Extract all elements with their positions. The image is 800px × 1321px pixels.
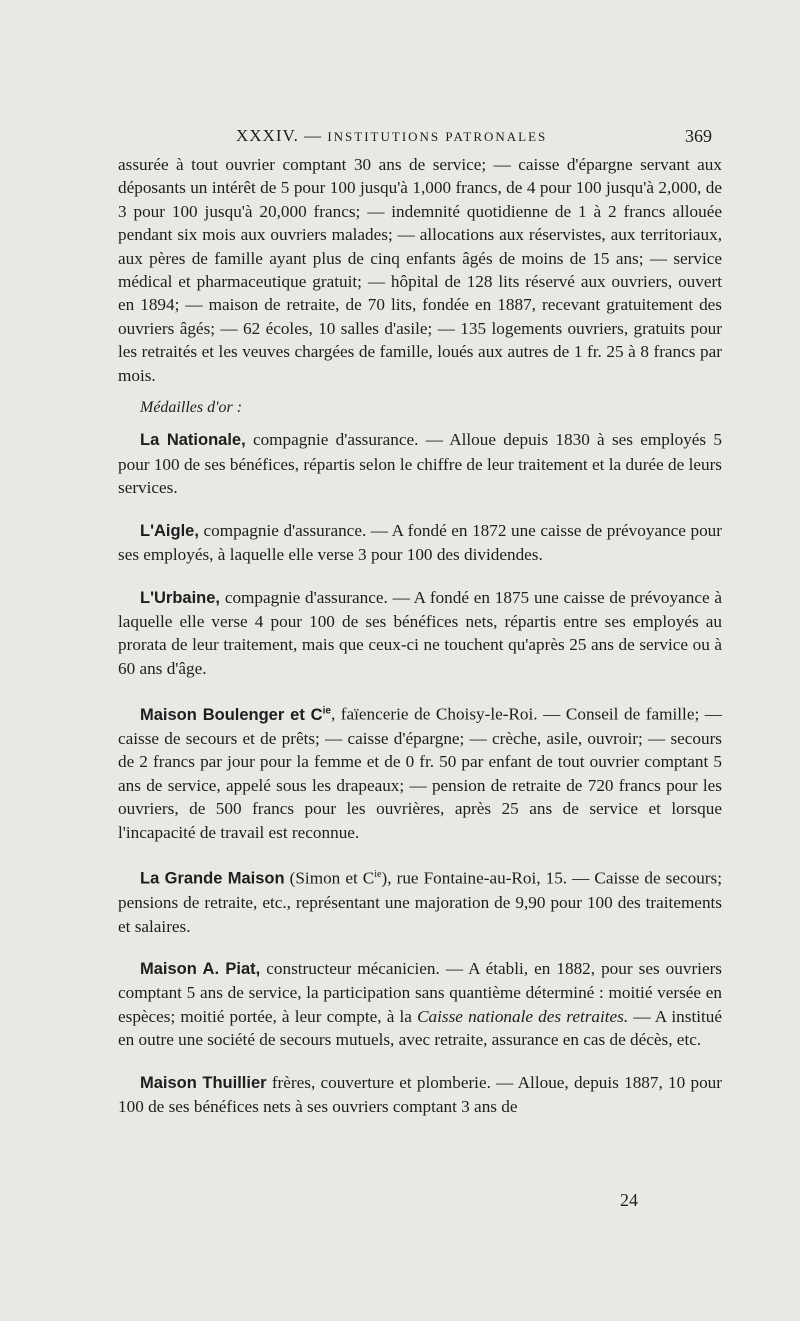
entry-text-sup: ie: [374, 869, 382, 881]
entry-text: ), rue Fontaine-au-Roi, 15. — Caisse de secours; pensions de retraite, etc., représentant une majoration de 9,90 pour 100 des traitements et salaires.: [118, 868, 722, 936]
entry-text-b: — A institué en outre une société de secours mutuels, avec retraite, assurance en cas de décès, etc.: [118, 1006, 722, 1050]
page-number: 369: [685, 126, 712, 146]
entry-maison-thuillier: [118, 1071, 722, 1119]
section-heading: Médailles d'or :: [140, 399, 243, 417]
entry-text: compagnie d'assurance. — A fondé en 1872 une caisse de prévoyance pour ses employés, à laquelle elle verse 3 pour 100 des dividendes.: [118, 520, 722, 565]
intro-paragraph: assurée à tout ouvrier comptant 30 ans de service; — caisse d'épargne servant aux déposants un intérêt de 5 pour 100 jusqu'à 1,000 francs, de 4 pour 100 jusqu'à 2,000, de 3 pour 100 jusqu'à 20,000 francs; — indemnité quotidienne de 1 à 2 francs allouée pendant six mois aux ouvriers malades; — allocations aux réservistes, aux territoriaux, aux pères de famille ayant plus de cinq enfants âgés de moins de 15 ans; — service médical et pharmaceutique gratuit; — hôpital de 128 lits réservé aux ouvriers, ouvert en 1894; — maison de retraite, de 70 lits, fondée en 1887, recevant gratuitement des ouvriers âgés; — 62 écoles, 10 salles d'asile; — 135 logements ouvriers, gratuits pour les retraités et les veuves chargées de famille, loués aux autres de 1 fr. 25 à 8 francs par mois.: [118, 155, 722, 385]
entry-name: Maison Thuillier: [140, 1073, 267, 1092]
page-body: [118, 153, 722, 1118]
entry-lurbaine: [118, 586, 722, 681]
entry-la-nationale: [118, 428, 722, 499]
entry-text: , faïencerie de Choisy-le-Roi. — Conseil de famille; — caisse de secours et de prêts; — caisse d'épargne; — crèche, asile, ouvroir; — secours de 2 francs par jour pour la femme et de 0 fr. 50 par enfant de tout ouvrier comptant 5 ans de service, appelé sous les drapeaux; — pension de retraite de 720 francs pour les ouvriers, de 500 francs pour les ouvrières, après 25 ans de service et lorsque l'incapacité de travail est reconnue.: [118, 704, 722, 842]
entry-name: L'Aigle,: [140, 521, 199, 540]
entry-text: compagnie d'assurance. — Alloue depuis 1830 à ses employés 5 pour 100 de ses bénéfices, répartis selon le chiffre de leur traitement et la durée de leurs services.: [118, 430, 722, 498]
entry-name: Maison A. Piat,: [140, 960, 261, 979]
entry-name: L'Urbaine,: [140, 588, 221, 607]
entry-name: La Grande Maison: [140, 869, 285, 888]
entry-text: frères, couverture et plomberie. — Alloue, depuis 1887, 10 pour 100 de ses bénéfices nets à ses ouvriers comptant 3 ans de: [118, 1072, 722, 1117]
running-header: [118, 126, 712, 154]
entry-text: compagnie d'assurance. — A fondé en 1875 une caisse de prévoyance à laquelle elle verse 4 pour 100 de ses bénéfices nets, répartis entre ses employés au prorata de leur traitement, mais que ceux-ci ne touchent qu'après 25 ans de service ou à 60 ans d'âge.: [118, 587, 722, 678]
entry-text-italic: Caisse nationale des retraites.: [417, 1006, 629, 1026]
entry-name: La Nationale,: [140, 431, 246, 450]
entry-laigle: [118, 519, 722, 567]
entry-text-a: constructeur mécanicien. — A établi, en 1882, pour ses ouvriers comptant 5 ans de service, la participation sans quantième déterminé : moitié versée en espèces; moitié portée, à leur compte, à la: [118, 959, 722, 1026]
entry-name: [140, 706, 331, 724]
chapter-title: INSTITUTIONS PATRONALES: [327, 129, 548, 144]
entry-name-sup: ie: [322, 705, 331, 717]
entry-maison-piat: [118, 957, 722, 1052]
chapter-number: XXXIV.: [236, 126, 299, 145]
entry-maison-boulenger: [118, 699, 722, 844]
entry-text-pre: (Simon et C: [284, 868, 375, 888]
header-title: [236, 126, 547, 146]
entry-name-text: Maison Boulenger et C: [140, 705, 323, 724]
header-dash: —: [304, 126, 323, 145]
signature-mark: 24: [620, 1190, 638, 1210]
entry-la-grande-maison: [118, 863, 722, 938]
